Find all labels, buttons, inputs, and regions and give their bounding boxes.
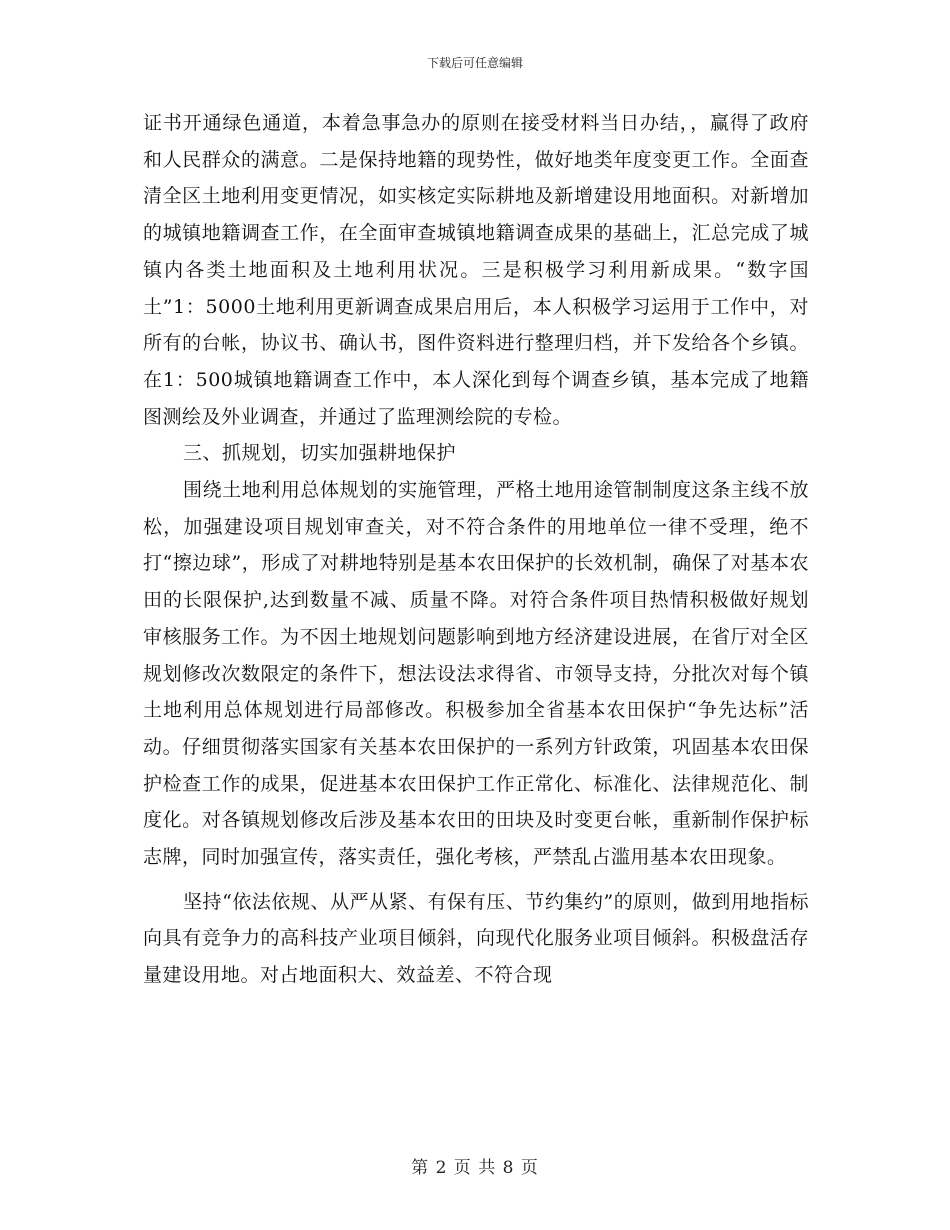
page-number-footer: 第 2 页 共 8 页	[411, 1158, 539, 1178]
paragraph-land-use-principles: 坚持“依法依规、从严从紧、有保有压、节约集约”的原则，做到用地指标向具有竞争力的高科技产业项目倾斜，向现代化服务业项目倾斜。积极盘活存量建设用地。对占地面积大、效益差、不符合现	[143, 890, 809, 987]
paragraph-farmland-protection: 围绕土地利用总体规划的实施管理，严格土地用途管制制度这条主线不放松，加强建设项目规划审查关，对不符合条件的用地单位一律不受理，绝不打“擦边球”，形成了对耕地特别是基本农田保护的长效机制，确保了对基本农田的长限保护,达到数量不减、质量不降。对符合条件项目热情积极做好规划审核服务工作。为不因土地规划问题影响到地方经济建设进展，在省厅对全区规划修改次数限定的条件下，想法设法求得省、市领导支持，分批次对每个镇土地利用总体规划进行局部修改。积极参加全省基本农田保护“争先达标”活动。仔细贯彻落实国家有关基本农田保护的一系列方针政策，巩固基本农田保护检查工作的成果，促进基本农田保护工作正常化、标准化、法律规范化、制度化。对各镇规划修改后涉及基本农田的田块及时变更台帐，重新制作保护标志牌，同时加强宣传，落实责任，强化考核，严禁乱占滥用基本农田现象。	[143, 479, 809, 869]
section-heading-planning: 三、抓规划，切实加强耕地保护	[183, 442, 457, 465]
page-header: 下载后可任意编辑	[426, 56, 523, 70]
document-body	[143, 105, 809, 994]
paragraph-land-registration: 证书开通绿色通道，本着急事急办的原则在接受材料当日办结，，赢得了政府和人民群众的满意。二是保持地籍的现势性，做好地类年度变更工作。全面查清全区土地利用变更情况，如实核定实际耕地及新增建设用地面积。对新增加的城镇地籍调查工作，在全面审查城镇地籍调查成果的基础上，汇总完成了城镇内各类土地面积及土地利用状况。三是积极学习利用新成果。“数字国土”1：5000土地利用更新调查成果启用后，本人积极学习运用于工作中，对所有的台帐，协议书、确认书，图件资料进行整理归档，并下发给各个乡镇。在1：500城镇地籍调查工作中，本人深化到每个调查乡镇，基本完成了地籍图测绘及外业调查，并通过了监理测绘院的专检。	[143, 112, 809, 428]
